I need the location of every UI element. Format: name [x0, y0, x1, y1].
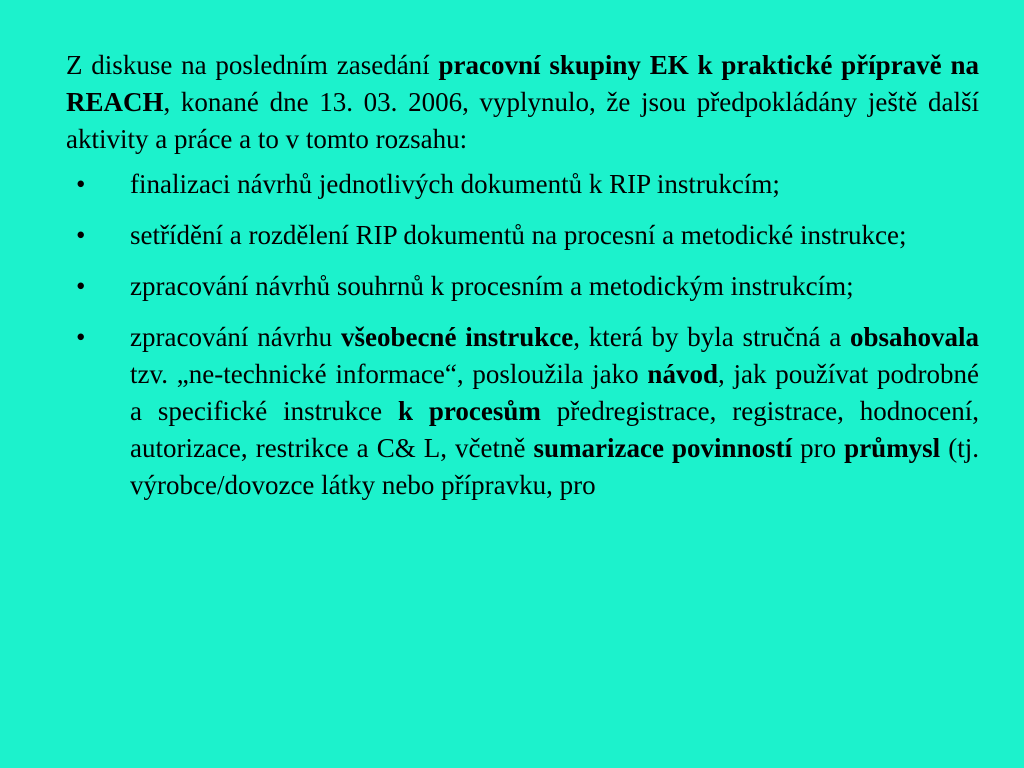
- bullet-text: zpracování návrhů souhrnů k procesním a metodickým instrukcím;: [130, 271, 854, 301]
- bullet-text-4: , jak používat podrobné a specifické instrukce: [130, 359, 979, 426]
- list-item: [66, 268, 979, 305]
- bullet-text-5: předregistrace, registrace, hodnocení, autorizace, restrikce a C& L, včetně: [130, 396, 979, 463]
- bullet-bold-processes: k procesům: [397, 396, 541, 426]
- intro-paragraph: [66, 47, 979, 158]
- bullet-list: [66, 166, 979, 504]
- intro-text-2: , konané dne 13. 03. 2006, vyplynulo, že jsou předpokládány ještě další aktivity a práce a to v tomto rozsahu:: [66, 87, 979, 154]
- bullet-text: setřídění a rozdělení RIP dokumentů na procesní a metodické instrukce;: [130, 220, 907, 250]
- slide-content: [66, 47, 979, 518]
- bullet-marker: •: [76, 169, 86, 199]
- intro-bold-working-group: pracovní skupiny EK k praktické přípravě na REACH: [66, 50, 979, 117]
- bullet-marker: •: [76, 220, 86, 250]
- bullet-marker: •: [76, 271, 86, 301]
- bullet-text-2: , která by byla stručná a: [573, 322, 850, 352]
- list-item: [66, 319, 979, 504]
- list-item: [66, 217, 979, 254]
- bullet-text-6: pro: [792, 433, 845, 463]
- bullet-text-7: (tj. výrobce/dovozce látky nebo přípravku, pro: [130, 433, 979, 500]
- bullet-text-1: zpracování návrhu: [130, 322, 341, 352]
- bullet-text-3: tzv. „ne-technické informace“, posloužila jako: [130, 359, 648, 389]
- bullet-bold-general-instruction: všeobecné instrukce: [340, 322, 574, 352]
- bullet-marker: •: [76, 322, 86, 352]
- bullet-text: finalizaci návrhů jednotlivých dokumentů k RIP instrukcím;: [130, 169, 780, 199]
- bullet-bold-guide: návod: [647, 359, 718, 389]
- bullet-bold-industry: průmysl: [844, 433, 941, 463]
- intro-text-1: Z diskuse na posledním zasedání: [66, 50, 439, 80]
- bullet-bold-contained: obsahovala: [849, 322, 980, 352]
- list-item: [66, 166, 979, 203]
- bullet-bold-obligations-summary: sumarizace povinností: [533, 433, 793, 463]
